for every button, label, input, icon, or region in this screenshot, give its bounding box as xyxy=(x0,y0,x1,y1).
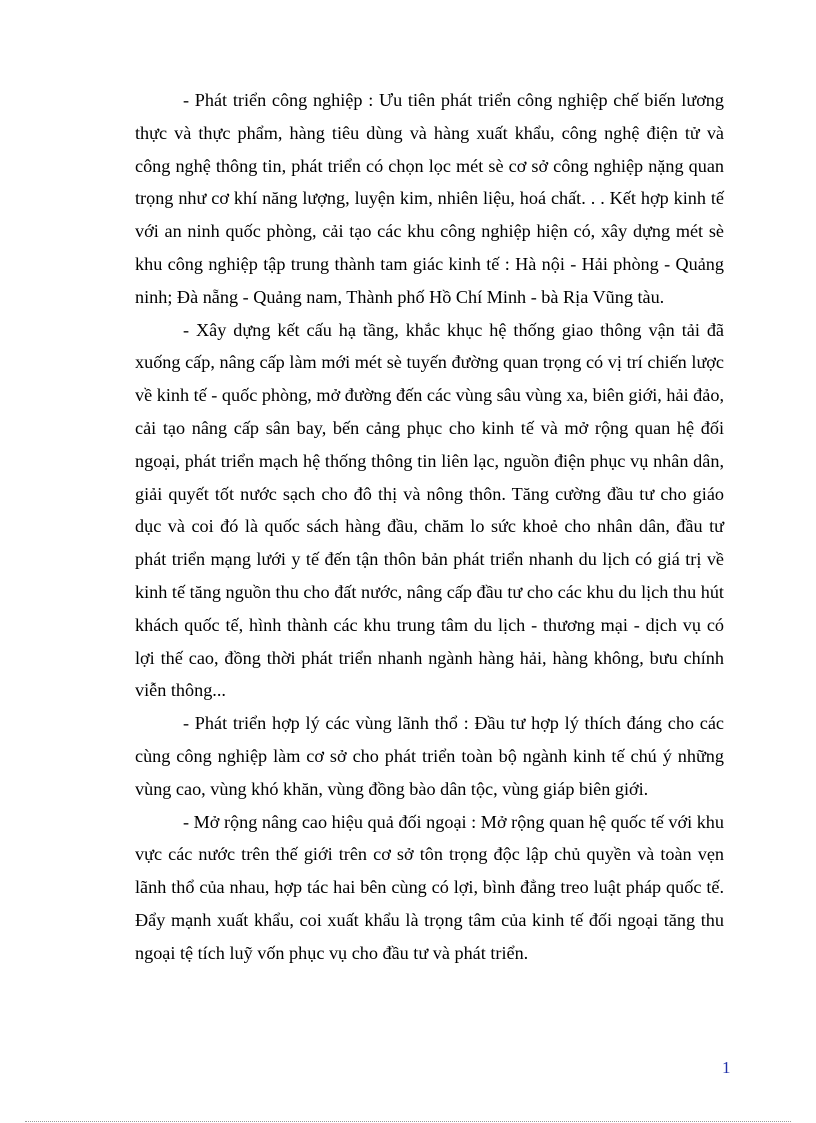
paragraph-regional-development: - Phát triển hợp lý các vùng lãnh thổ : Đầu tư hợp lý thích đáng cho các cùng công nghiệp làm cơ sở cho phát triển toàn bộ ngành kinh tế chú ý những vùng cao, vùng khó khăn, vùng đồng bào dân tộc, vùng giáp biên giới. xyxy=(135,713,724,799)
document-body xyxy=(135,84,724,970)
page-number: 1 xyxy=(722,1058,731,1077)
paragraph-foreign-relations: - Mở rộng nâng cao hiệu quả đối ngoại : Mở rộng quan hệ quốc tế với khu vực các nước trên thế giới trên cơ sở tôn trọng độc lập chủ quyền và toàn vẹn lãnh thổ của nhau, hợp tác hai bên cùng có lợi, bình đẳng treo luật pháp quốc tế. Đẩy mạnh xuất khẩu, coi xuất khẩu là trọng tâm của kinh tế đối ngoại tăng thu ngoại tệ tích luỹ vốn phục vụ cho đầu tư và phát triển. xyxy=(135,811,724,963)
page-bottom-divider xyxy=(25,1121,791,1122)
paragraph-industry-development: - Phát triển công nghiệp : Ưu tiên phát triển công nghiệp chế biến lương thực và thực phẩm, hàng tiêu dùng và hàng xuất khẩu, công nghệ điện tử và công nghệ thông tin, phát triển có chọn lọc mét sè cơ sở công nghiệp nặng quan trọng như cơ khí năng lượng, luyện kim, nhiên liệu, hoá chất. . . Kết hợp kinh tế với an ninh quốc phòng, cải tạo các khu công nghiệp hiện có, xây dựng mét sè khu công nghiệp tập trung thành tam giác kinh tế : Hà nội - Hải phòng - Quảng ninh; Đà nẵng - Quảng nam, Thành phố Hồ Chí Minh - bà Rịa Vũng tàu. xyxy=(135,90,724,307)
paragraph-infrastructure: - Xây dựng kết cấu hạ tầng, khắc khục hệ thống giao thông vận tải đã xuống cấp, nâng cấp làm mới mét sè tuyến đường quan trọng có vị trí chiến lược về kinh tế - quốc phòng, mở đường đến các vùng sâu vùng xa, biên giới, hải đảo, cải tạo nâng cấp sân bay, bến cảng phục cho kinh tế và mở rộng quan hệ đối ngoại, phát triển mạch hệ thống thông tin liên lạc, nguồn điện phục vụ nhân dân, giải quyết tốt nước sạch cho đô thị và nông thôn. Tăng cường đầu tư cho giáo dục và coi đó là quốc sách hàng đầu, chăm lo sức khoẻ cho nhân dân, đầu tư phát triển mạng lưới y tế đến tận thôn bản phát triển nhanh du lịch có giá trị về kinh tế tăng nguồn thu cho đất nước, nâng cấp đầu tư cho các khu du lịch thu hút khách quốc tế, hình thành các khu trung tâm du lịch - thương mại - dịch vụ có lợi thế cao, đồng thời phát triển nhanh ngành hàng hải, hàng không, bưu chính viễn thông... xyxy=(135,319,724,701)
